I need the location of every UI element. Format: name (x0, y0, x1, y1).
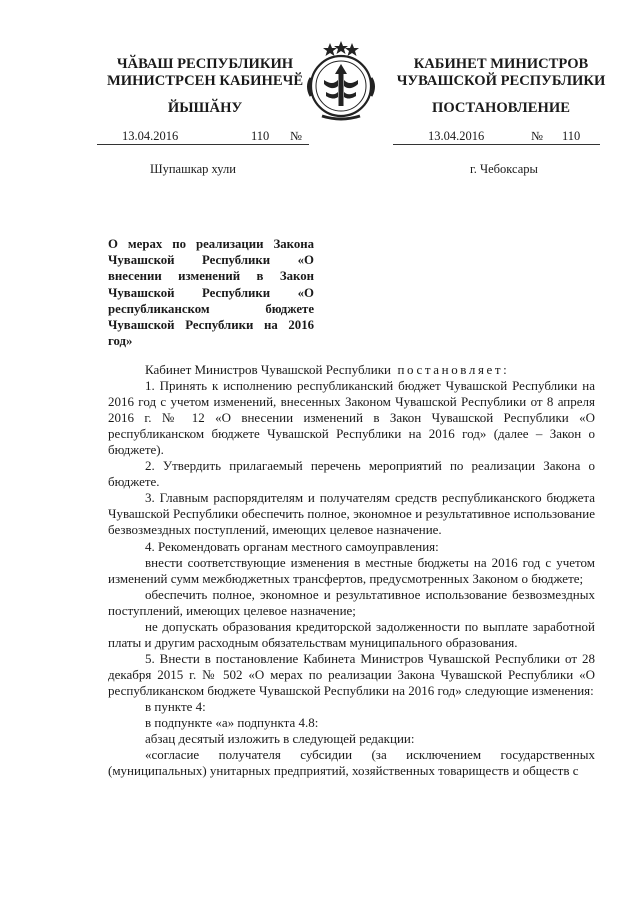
right-number-sign: № (531, 129, 543, 143)
paragraph: «согласие получателя субсидии (за исключением государственных (муниципальных) унитарных предприятий, хозяйственных товариществ и обществ с (108, 747, 595, 779)
left-city: Шупашкар хули (150, 162, 236, 176)
right-date-line (393, 144, 600, 145)
right-org-line1: КАБИНЕТ МИНИСТРОВ (413, 56, 589, 72)
preamble-subject: Кабинет Министров Чувашской Республики (145, 362, 391, 377)
right-org-name (395, 56, 607, 90)
paragraph: 5. Внести в постановление Кабинета Министров Чувашской Республики от 28 декабря 2015 г. № 502 «О мерах по реализации Закона Чувашской Республики «О республиканском бюджете Чувашской Республики на 2016 год» следующие изменения: (108, 650, 595, 698)
left-org-name (100, 56, 310, 90)
left-org-line1: ЧӐВАШ РЕСПУБЛИКИН (116, 56, 294, 72)
preamble (108, 362, 595, 378)
right-date: 13.04.2016 (428, 129, 485, 143)
paragraph: абзац десятый изложить в следующей редакции: (145, 731, 415, 747)
paragraph: внести соответствующие изменения в местные бюджеты на 2016 год с учетом изменений сумм межбюджетных трансфертов, предусмотренных Законом о бюджете; (108, 554, 595, 586)
chuvash-emblem-icon (300, 40, 382, 122)
preamble-verb: постановляет: (397, 362, 510, 377)
paragraph: в подпункте «а» подпункта 4.8: (145, 715, 319, 731)
right-city: г. Чебоксары (470, 162, 538, 176)
paragraph: 3. Главным распорядителям и получателям средств республиканского бюджета Чувашской Республики обеспечить полное, экономное и результативное использование безвозмездных поступлений, имеющих целевое назначение. (108, 490, 595, 538)
paragraph: 4. Рекомендовать органам местного самоуправления: (145, 538, 439, 554)
left-org-line2: МИНИСТРСЕН КАБИНЕЧӖ (106, 73, 304, 89)
right-org-line2: ЧУВАШСКОЙ РЕСПУБЛИКИ (396, 73, 606, 89)
left-date-line (97, 144, 309, 145)
paragraph: не допускать образования кредиторской задолженности по выплате заработной платы и другим расходным обязательствам муниципального образования. (108, 618, 595, 650)
left-date: 13.04.2016 (122, 129, 179, 143)
document-title: О мерах по реализации Закона Чувашской Республики «О внесении изменений в Закон Чувашской Республики «О республиканском бюджете Чувашской Республики на 2016 год» (108, 237, 314, 349)
paragraph: 2. Утвердить прилагаемый перечень мероприятий по реализации Закона о бюджете. (108, 458, 595, 490)
paragraph: обеспечить полное, экономное и результативное использование безвозмездных поступлений, имеющих целевое назначение; (108, 586, 595, 618)
right-doc-type: ПОСТАНОВЛЕНИЕ (432, 100, 570, 116)
document-body (108, 362, 595, 779)
right-number: 110 (562, 129, 581, 143)
left-doc-type: ЙЫШӐНУ (167, 100, 243, 116)
paragraph: 1. Принять к исполнению республиканский бюджет Чувашской Республики на 2016 год с учетом изменений, внесенных Законом Чувашской Республики от 8 апреля 2016 г. № 12 «О внесении изменений в Закон Чувашской Республики «О республиканском бюджете Чувашской Республики на 2016 год» (далее – Закон о бюджете). (108, 378, 595, 458)
paragraph: в пункте 4: (145, 698, 206, 714)
left-number-sign: № (290, 129, 302, 143)
left-number: 110 (251, 129, 270, 143)
